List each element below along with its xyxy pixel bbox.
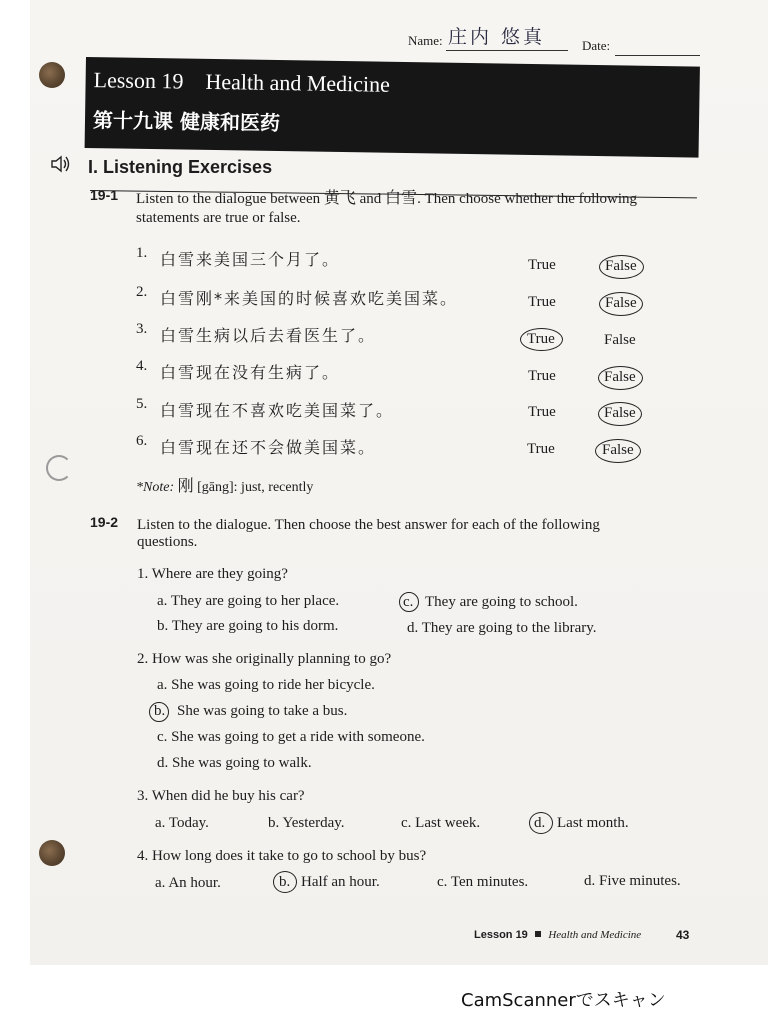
mc-question-2: 2. How was she originally planning to go? xyxy=(137,651,392,667)
answer-circle xyxy=(520,328,563,351)
page-number: 43 xyxy=(676,928,690,942)
exercise-19-1-number: 19-1 xyxy=(90,187,119,203)
exercise-19-1-instructions xyxy=(136,189,637,208)
mc-option[interactable]: d. She was going to walk. xyxy=(157,755,312,771)
tf-item-statement: 白雪现在还不会做美国菜。 xyxy=(160,438,377,457)
mc-option[interactable]: They are going to school. xyxy=(425,594,578,610)
tf-false-option[interactable]: False xyxy=(605,258,637,274)
tf-item-number: 3. xyxy=(136,321,148,337)
mc-question-3: 3. When did he buy his car? xyxy=(137,788,305,804)
note-label: *Note: xyxy=(136,480,175,495)
exercise-19-2-instructions: Listen to the dialogue. Then choose the best answer for each of the following xyxy=(137,517,600,533)
binder-hole-top xyxy=(39,62,65,88)
mc-option[interactable]: d. They are going to the library. xyxy=(407,620,597,636)
tf-false-option[interactable]: False xyxy=(602,442,634,458)
camscanner-watermark: CamScannerでスキャン xyxy=(461,990,666,1011)
answer-circle xyxy=(598,402,642,426)
tf-item-statement: 白雪刚*来美国的时候喜欢吃美国菜。 xyxy=(160,289,459,308)
instr-text: Listen to the dialogue between xyxy=(136,191,321,207)
tf-item-statement: 白雪生病以后去看医生了。 xyxy=(160,326,377,345)
tf-item-statement: 白雪现在没有生病了。 xyxy=(160,363,341,382)
tf-item-statement: 白雪现在不喜欢吃美国菜了。 xyxy=(160,401,395,420)
mc-option[interactable]: c. Last week. xyxy=(401,815,481,831)
instr-text: and xyxy=(359,191,382,207)
page-footer xyxy=(474,929,641,941)
mc-option-letter: c. xyxy=(403,594,414,610)
footer-lesson: Lesson 19 xyxy=(474,929,528,941)
lesson-title-banner xyxy=(85,57,700,158)
mc-option[interactable]: d. Five minutes. xyxy=(584,873,681,889)
name-handwriting: 庄内 悠真 xyxy=(448,26,546,48)
mc-question-1: 1. Where are they going? xyxy=(137,566,288,582)
tf-true-option[interactable]: True xyxy=(528,368,556,384)
exercise-19-2-number: 19-2 xyxy=(90,514,119,530)
mc-option-letter: b. xyxy=(154,703,166,719)
mc-option[interactable]: b. They are going to his dorm. xyxy=(157,618,339,634)
date-label: Date: xyxy=(582,38,611,53)
note-character: 刚 xyxy=(177,476,194,495)
date-line xyxy=(615,55,700,56)
tf-false-option[interactable]: False xyxy=(604,369,636,385)
tf-item-statement: 白雪来美国三个月了。 xyxy=(160,250,341,269)
answer-circle xyxy=(599,292,643,316)
mc-option[interactable]: c. She was going to get a ride with someone. xyxy=(157,729,425,745)
tf-false-option[interactable]: False xyxy=(604,405,636,421)
mc-option[interactable]: c. Ten minutes. xyxy=(437,874,529,890)
note-definition: [gāng]: just, recently xyxy=(197,480,314,495)
tf-false-option[interactable]: False xyxy=(604,332,636,348)
footer-bullet-icon xyxy=(535,931,541,937)
tf-true-option[interactable]: True xyxy=(527,331,555,347)
lesson-title-en xyxy=(93,67,390,98)
tf-item-number: 1. xyxy=(136,245,148,261)
tf-true-option[interactable]: True xyxy=(528,404,556,420)
name-line xyxy=(446,50,568,51)
tf-item-number: 4. xyxy=(136,358,148,374)
instr-name-baixue: 白雪 xyxy=(385,188,418,207)
mc-option-letter: b. xyxy=(279,874,291,890)
mc-option[interactable]: Half an hour. xyxy=(301,874,380,890)
section-title: I. Listening Exercises xyxy=(88,157,273,177)
mc-option[interactable]: Last month. xyxy=(557,815,629,831)
mc-option[interactable]: a. They are going to her place. xyxy=(157,593,340,609)
mc-option[interactable]: She was going to take a bus. xyxy=(177,703,348,719)
mc-option[interactable]: a. An hour. xyxy=(155,875,221,891)
tf-item-number: 5. xyxy=(136,396,148,412)
instr-text: . Then choose whether the following xyxy=(417,191,638,207)
tf-true-option[interactable]: True xyxy=(528,294,556,310)
answer-circle xyxy=(599,255,644,279)
instr-name-huangfei: 黄飞 xyxy=(323,188,356,207)
mc-option-letter: d. xyxy=(534,815,546,831)
mc-option[interactable]: b. Yesterday. xyxy=(268,815,345,831)
exercise-19-1-instructions-line2: statements are true or false. xyxy=(136,210,301,226)
lesson-title-zh: 第十九课 健康和医药 xyxy=(92,108,281,136)
tf-false-option[interactable]: False xyxy=(605,295,637,311)
vocab-note xyxy=(136,473,313,496)
mc-question-4: 4. How long does it take to go to school by bus? xyxy=(137,848,427,864)
answer-circle xyxy=(598,366,643,390)
tf-item-number: 2. xyxy=(136,284,148,300)
lesson-topic: Health and Medicine xyxy=(205,68,391,97)
footer-topic: Health and Medicine xyxy=(548,929,642,941)
answer-circle xyxy=(595,439,641,463)
mc-option[interactable]: a. Today. xyxy=(155,815,209,831)
binder-hole-bottom xyxy=(39,840,65,866)
mc-option[interactable]: a. She was going to ride her bicycle. xyxy=(157,677,375,693)
speaker-icon xyxy=(50,154,72,174)
binder-hole-mid xyxy=(46,455,72,481)
exercise-19-2-instructions-line2: questions. xyxy=(137,534,198,550)
lesson-number: Lesson 19 xyxy=(93,67,184,94)
name-label: Name: xyxy=(408,33,443,48)
tf-item-number: 6. xyxy=(136,433,148,449)
tf-true-option[interactable]: True xyxy=(527,441,555,457)
tf-true-option[interactable]: True xyxy=(528,257,556,273)
